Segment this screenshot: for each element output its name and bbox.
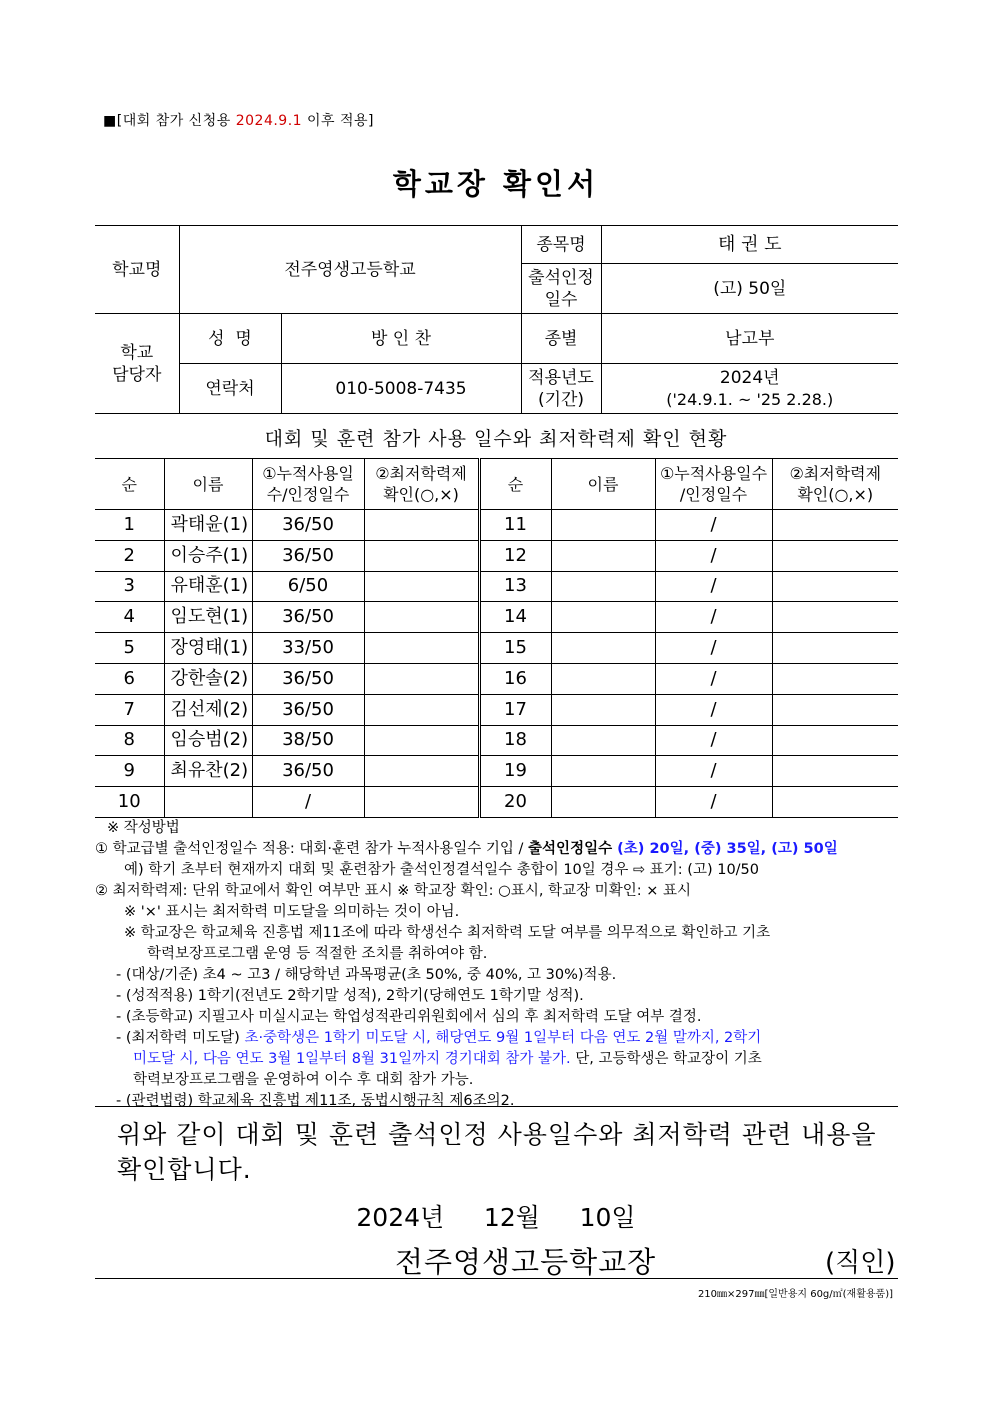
footer-divider [95,1278,898,1279]
row-number: 12 [479,540,551,571]
staff-name-value: 방 인 찬 [281,314,521,364]
grade-check [364,602,479,633]
days-used: 33/50 [252,633,364,664]
grade-check [772,787,898,818]
school-info-table [95,225,898,414]
grade-check [364,787,479,818]
athlete-name: 임승범(2) [164,725,252,756]
roster-table [95,458,898,818]
row-number: 1 [95,510,164,541]
athlete-name: 곽태윤(1) [164,510,252,541]
grade-check [364,663,479,694]
school-name-value: 전주영생고등학교 [179,226,521,314]
row-number: 15 [479,633,551,664]
staff-label: 학교 담당자 [95,314,179,414]
days-used: 36/50 [252,756,364,787]
note-2: ② 최저학력제: 단위 학교에서 확인 여부만 표시 ※ 학교장 확인: ○표시, 학교장 미확인: × 표시 [95,883,691,899]
grade-check [364,725,479,756]
attend-days-label: 출석인정 일수 [521,264,601,314]
detail-2: - (성적적용) 1학기(전년도 2학기말 성적), 2학기(당해연도 1학기말 성적). [116,988,584,1004]
row-number: 18 [479,725,551,756]
days-used: / [655,725,772,756]
row-number: 3 [95,571,164,602]
grade-check [772,694,898,725]
athlete-name [551,602,655,633]
contact-label: 연락처 [179,364,281,414]
athlete-name [551,510,655,541]
days-used: / [655,633,772,664]
grade-check [772,540,898,571]
official-seal-label: (직인) [825,1248,896,1278]
header-name: 이름 [551,459,655,510]
table-row [95,694,898,725]
gender-label: 종별 [521,314,601,364]
paper-spec: 210㎜×297㎜[일반용지 60g/㎡(재활용품)] [697,1289,893,1300]
grade-check [772,663,898,694]
sport-value: 태 권 도 [601,226,898,264]
year-cell [601,364,898,414]
note-2-a: ※ '×' 표시는 최저학력 미도달을 의미하는 것이 아님. [124,904,460,920]
notes-divider [95,1106,898,1107]
days-used: / [252,787,364,818]
athlete-name [551,663,655,694]
effective-date: 2024.9.1 [235,113,303,129]
athlete-name [551,694,655,725]
row-number: 5 [95,633,164,664]
athlete-name [551,571,655,602]
days-used: 6/50 [252,571,364,602]
athlete-name [164,787,252,818]
grade-check [772,602,898,633]
row-number: 13 [479,571,551,602]
row-number: 14 [479,602,551,633]
staff-name-label: 성 명 [179,314,281,364]
days-used: 38/50 [252,725,364,756]
athlete-name: 김선제(2) [164,694,252,725]
row-number: 9 [95,756,164,787]
days-used: / [655,663,772,694]
contact-value: 010-5008-7435 [281,364,521,414]
row-number: 8 [95,725,164,756]
row-number: 10 [95,787,164,818]
detail-4: - (최저학력 미도달) 초·중학생은 1학기 미도달 시, 해당연도 9월 1일부터 다음 연도 2월 말까지, 2학기 [116,1030,762,1046]
gender-value: 남고부 [601,314,898,364]
row-number: 7 [95,694,164,725]
athlete-name: 장영태(1) [164,633,252,664]
row-number: 16 [479,663,551,694]
athlete-name: 임도현(1) [164,602,252,633]
athlete-name: 최유찬(2) [164,756,252,787]
header-days: ①누적사용일 수/인정일수 [252,459,364,510]
grade-check [772,510,898,541]
detail-4-cont-2: 학력보장프로그램을 운영하여 이수 후 대회 참가 가능. [133,1072,474,1088]
table-row [95,540,898,571]
days-used: 36/50 [252,602,364,633]
note-1-example: 예) 학기 초부터 현재까지 대회 및 훈련참가 출석인정결석일수 총합이 10일 경우 ⇨ 표기: (고) 10/50 [124,862,760,878]
school-name-label: 학교명 [95,226,179,314]
table-row [95,725,898,756]
row-number: 17 [479,694,551,725]
header-name: 이름 [164,459,252,510]
confirm-line-1: 위와 같이 대회 및 훈련 출석인정 사용일수와 최저학력 관련 내용을 [117,1120,877,1149]
note-2-b-cont: 학력보장프로그램 운영 등 적절한 조치를 취하여야 함. [147,946,488,962]
detail-4-cont: 미도달 시, 다음 연도 3월 1일부터 8월 31일까지 경기대회 참가 불가. 단, 고등학생은 학교장이 기초 [133,1051,762,1067]
athlete-name: 이승주(1) [164,540,252,571]
athlete-name: 강한솔(2) [164,663,252,694]
grade-check [772,756,898,787]
header-days: ①누적사용일수 /인정일수 [655,459,772,510]
row-number: 19 [479,756,551,787]
athlete-name [551,756,655,787]
grade-check [364,510,479,541]
sport-label: 종목명 [521,226,601,264]
days-used: 36/50 [252,663,364,694]
detail-3: - (초등학교) 지필고사 미실시교는 학업성적관리위원회에서 심의 후 최저학력 도달 여부 결정. [116,1009,702,1025]
days-used: 36/50 [252,694,364,725]
athlete-name [551,725,655,756]
note-2-b: ※ 학교장은 학교체육 진흥법 제11조에 따라 학생선수 최저학력 도달 여부를 의무적으로 확인하고 기초 [124,925,771,941]
grade-check [364,633,479,664]
notes-heading: ※ 작성방법 [107,820,180,836]
detail-5: - (관련법령) 학교체육 진흥법 제11조, 동법시행규칙 제6조의2. [116,1093,515,1109]
attend-days-value: (고) 50일 [601,264,898,314]
days-used: 36/50 [252,540,364,571]
row-number: 6 [95,663,164,694]
confirm-line-2: 확인합니다. [117,1155,252,1184]
athlete-name: 유태훈(1) [164,571,252,602]
table-row [95,787,898,818]
principal-signature: 전주영생고등학교장 [395,1245,657,1279]
roster-header-row [95,459,898,510]
header-grade: ②최저학력제 확인(○,×) [364,459,479,510]
document-title: 학교장 확인서 [392,167,600,201]
row-number: 2 [95,540,164,571]
days-used: / [655,602,772,633]
table-row [95,756,898,787]
confirmation-statement [117,1117,877,1187]
days-used: / [655,571,772,602]
year-value: 2024년 [719,367,780,388]
header-grade: ②최저학력제 확인(○,×) [772,459,898,510]
grade-check [364,571,479,602]
table-row [95,633,898,664]
issue-date: 2024년 12월 10일 [356,1203,636,1232]
grade-check [772,725,898,756]
grade-check [364,694,479,725]
athlete-name [551,633,655,664]
row-number: 4 [95,602,164,633]
athlete-name [551,540,655,571]
days-used: / [655,756,772,787]
table-row [95,571,898,602]
header-no: 순 [479,459,551,510]
detail-1: - (대상/기준) 초4 ~ 고3 / 해당학년 과목평균(초 50%, 중 40%, 고 30%)적용. [116,967,617,983]
year-label: 적용년도 (기간) [521,364,601,414]
days-used: / [655,510,772,541]
year-period: ('24.9.1. ~ '25 2.28.) [666,389,834,409]
table-row [95,663,898,694]
writing-instructions [95,818,898,1112]
athlete-name [551,787,655,818]
status-title: 대회 및 훈련 참가 사용 일수와 최저학력제 확인 현황 [264,428,728,450]
row-number: 11 [479,510,551,541]
days-used: / [655,787,772,818]
grade-check [772,571,898,602]
table-row [95,510,898,541]
note-1: ① 학교급별 출석인정일수 적용: 대회·훈련 참가 누적사용일수 기입 / 출석인정일수 (초) 20일, (중) 35일, (고) 50일 [95,841,838,857]
grade-check [364,756,479,787]
header-no: 순 [95,459,164,510]
days-used: / [655,694,772,725]
form-usage-note: ■[대회 참가 신청용 2024.9.1 이후 적용] [103,113,375,129]
days-used: / [655,540,772,571]
grade-check [772,633,898,664]
row-number: 20 [479,787,551,818]
days-used: 36/50 [252,510,364,541]
roster-body [95,459,898,818]
grade-check [364,540,479,571]
table-row [95,602,898,633]
